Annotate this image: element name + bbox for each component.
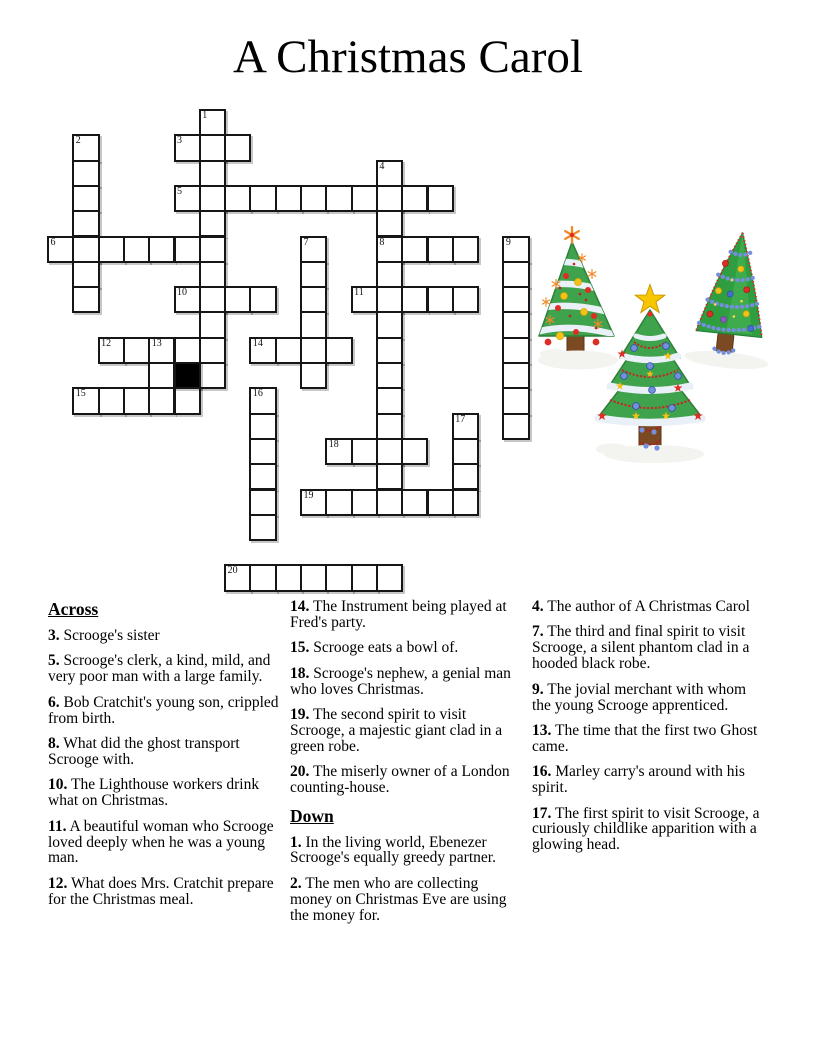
grid-cell-16-5[interactable]: [452, 236, 479, 263]
clue-number: 18.: [290, 664, 310, 682]
grid-cell-5-11[interactable]: [174, 387, 201, 414]
clue-number: 3.: [48, 627, 60, 644]
grid-cell-15-7[interactable]: [427, 286, 454, 313]
clue-down-7: 7. The third and final spirit to visit Scrooge, a silent phantom clad in a hooded black robe.: [532, 623, 750, 673]
grid-cell-14-13[interactable]: [401, 438, 428, 465]
grid-cell-8-7[interactable]: [249, 286, 276, 313]
grid-cell-1-6[interactable]: [72, 261, 99, 288]
cell-number-11: 11: [354, 287, 364, 299]
grid-cell-11-3[interactable]: [325, 185, 352, 212]
clue-number: 17.: [532, 804, 552, 822]
grid-cell-15-3[interactable]: [427, 185, 454, 212]
clue-down-17: 17. The first spirit to visit Scrooge, a curiously childlike apparition with a glowing head.: [532, 804, 760, 854]
grid-cell-13-12[interactable]: [376, 413, 403, 440]
grid-cell-18-8[interactable]: [502, 311, 529, 338]
grid-cell-1-4[interactable]: [72, 210, 99, 237]
grid-cell-1-11[interactable]: [72, 387, 99, 414]
grid-cell-6-6[interactable]: [199, 261, 226, 288]
grid-cell-5-9[interactable]: [174, 337, 201, 364]
grid-cell-12-13[interactable]: [351, 438, 378, 465]
grid-cell-8-11[interactable]: [249, 387, 276, 414]
grid-cell-12-18[interactable]: [351, 564, 378, 591]
cell-number-15: 15: [75, 388, 86, 400]
cell-number-7: 7: [303, 236, 309, 248]
clue-across-19: 19. The second spirit to visit Scrooge, a majestic giant clad in a green robe.: [290, 706, 503, 755]
grid-cell-13-13[interactable]: [376, 438, 403, 465]
grid-cell-10-7[interactable]: [300, 286, 327, 313]
clue-number: 14.: [290, 598, 310, 615]
grid-cell-3-11[interactable]: [123, 387, 150, 414]
grid-cell-18-9[interactable]: [502, 337, 529, 364]
grid-cell-8-12[interactable]: [249, 413, 276, 440]
grid-cell-5-5[interactable]: [174, 236, 201, 263]
grid-cell-14-5[interactable]: [401, 236, 428, 263]
grid-cell-6-3[interactable]: [199, 185, 226, 212]
grid-cell-4-11[interactable]: [148, 387, 175, 414]
clue-number: 7.: [532, 623, 544, 641]
grid-cell-11-15[interactable]: [325, 489, 352, 516]
tree-center: [596, 284, 704, 463]
grid-cell-6-5[interactable]: [199, 236, 226, 263]
grid-cell-6-8[interactable]: [199, 311, 226, 338]
grid-cell-6-10[interactable]: [199, 362, 226, 389]
clue-down-13: 13. The time that the first two Ghost came.: [532, 721, 758, 755]
grid-cell-10-18[interactable]: [300, 564, 327, 591]
grid-cell-16-12[interactable]: [452, 413, 479, 440]
grid-cell-18-5[interactable]: [502, 236, 529, 263]
cell-number-2: 2: [75, 135, 81, 147]
tree-left: [536, 227, 620, 369]
clue-number: 8.: [48, 735, 60, 753]
grid-cell-14-7[interactable]: [401, 286, 428, 313]
tree-right: [684, 228, 770, 372]
clue-number: 15.: [290, 639, 310, 657]
clue-across-5: 5. Scrooge's clerk, a kind, mild, and very poor man with a large family.: [48, 652, 271, 686]
grid-cell-13-6[interactable]: [376, 261, 403, 288]
cell-number-14: 14: [252, 337, 263, 349]
clue-number: 19.: [290, 706, 310, 724]
grid-cell-8-15[interactable]: [249, 489, 276, 516]
grid-cell-12-15[interactable]: [351, 489, 378, 516]
cell-number-17: 17: [455, 413, 466, 425]
grid-cell-1-2[interactable]: [72, 160, 99, 187]
grid-cell-13-3[interactable]: [376, 185, 403, 212]
clues-column-3: [532, 599, 763, 933]
clue-number: 5.: [48, 652, 60, 670]
cell-number-1: 1: [202, 110, 208, 121]
grid-cell-13-9[interactable]: [376, 337, 403, 364]
cell-number-19: 19: [303, 489, 314, 501]
grid-cell-10-10[interactable]: [300, 362, 327, 389]
grid-cell-1-1[interactable]: [72, 134, 99, 161]
grid-cell-16-13[interactable]: [452, 438, 479, 465]
grid-cell-13-15[interactable]: [376, 489, 403, 516]
cell-number-20: 20: [227, 565, 238, 577]
clues-heading-across: Across: [48, 599, 99, 619]
grid-cell-13-5[interactable]: [376, 236, 403, 263]
clue-number: 13.: [532, 721, 552, 739]
clues-section: [48, 599, 764, 933]
grid-cell-8-18[interactable]: [249, 564, 276, 591]
grid-cell-13-11[interactable]: [376, 387, 403, 414]
clue-down-1: 1. In the living world, Ebenezer Scrooge's equally greedy partner.: [290, 833, 496, 867]
grid-cell-18-11[interactable]: [502, 387, 529, 414]
clue-number: 16.: [532, 763, 552, 781]
grid-cell-18-12[interactable]: [502, 413, 529, 440]
grid-cell-10-9[interactable]: [300, 337, 327, 364]
grid-cell-15-5[interactable]: [427, 236, 454, 263]
cell-number-5: 5: [177, 185, 182, 197]
grid-cell-6-7[interactable]: [199, 286, 226, 313]
clue-down-4: 4. The author of A Christmas Carol: [532, 598, 750, 615]
grid-cell-13-7[interactable]: [376, 286, 403, 313]
grid-cell-5-1[interactable]: [174, 134, 201, 161]
grid-cell-14-15[interactable]: [401, 489, 428, 516]
grid-cell-3-9[interactable]: [123, 337, 150, 364]
cell-number-18: 18: [328, 438, 339, 450]
clue-number: 11.: [48, 817, 67, 835]
grid-cell-2-9[interactable]: [98, 337, 125, 364]
black-cell: [174, 362, 201, 389]
clue-across-20: 20. The miserly owner of a London counting-house.: [290, 763, 510, 797]
grid-cell-2-11[interactable]: [98, 387, 125, 414]
grid-cell-4-9[interactable]: [148, 337, 175, 364]
cell-number-13: 13: [151, 337, 162, 349]
grid-cell-4-5[interactable]: [148, 236, 175, 263]
grid-cell-8-13[interactable]: [249, 438, 276, 465]
grid-cell-18-6[interactable]: [502, 261, 529, 288]
page-title: A Christmas Carol: [233, 31, 583, 83]
clue-across-10: 10. The Lighthouse workers drink what on Christmas.: [48, 776, 260, 810]
grid-cell-18-7[interactable]: [502, 286, 529, 313]
clue-number: 9.: [532, 680, 544, 698]
grid-cell-7-3[interactable]: [224, 185, 251, 212]
grid-cell-6-2[interactable]: [199, 160, 226, 187]
grid-cell-15-15[interactable]: [427, 489, 454, 516]
grid-cell-0-5[interactable]: [47, 236, 74, 263]
clue-across-6: 6. Bob Cratchit's young son, crippled from birth.: [48, 693, 279, 727]
clue-across-14: 14. The Instrument being played at Fred's party.: [290, 598, 507, 631]
clue-across-12: 12. What does Mrs. Cratchit prepare for the Christmas meal.: [48, 874, 274, 908]
clue-number: 4.: [532, 598, 544, 615]
grid-cell-10-6[interactable]: [300, 261, 327, 288]
grid-cell-8-9[interactable]: [249, 337, 276, 364]
cell-number-3: 3: [177, 135, 182, 147]
grid-cell-6-1[interactable]: [199, 134, 226, 161]
grid-cell-4-10[interactable]: [148, 362, 175, 389]
cell-number-9: 9: [505, 236, 511, 248]
grid-cell-10-5[interactable]: [300, 236, 327, 263]
grid-cell-6-0[interactable]: [199, 109, 226, 136]
clues-column-2: [290, 599, 521, 933]
grid-cell-6-4[interactable]: [199, 210, 226, 237]
christmas-trees-illustration: [536, 224, 770, 464]
grid-cell-5-3[interactable]: [174, 185, 201, 212]
grid-cell-1-3[interactable]: [72, 185, 99, 212]
clue-number: 2.: [290, 874, 302, 892]
cell-number-6: 6: [50, 236, 56, 248]
grid-cell-13-8[interactable]: [376, 311, 403, 338]
grid-cell-14-3[interactable]: [401, 185, 428, 212]
grid-cell-13-2[interactable]: [376, 160, 403, 187]
grid-cell-11-9[interactable]: [325, 337, 352, 364]
clue-number: 12.: [48, 874, 68, 892]
grid-cell-13-14[interactable]: [376, 463, 403, 490]
grid-cell-10-15[interactable]: [300, 489, 327, 516]
clue-number: 6.: [48, 693, 60, 711]
clue-number: 20.: [290, 763, 310, 781]
cell-number-4: 4: [379, 160, 385, 172]
grid-cell-1-7[interactable]: [72, 286, 99, 313]
clue-down-9: 9. The jovial merchant with whom the young Scrooge apprenticed.: [532, 680, 747, 714]
grid-cell-10-8[interactable]: [300, 311, 327, 338]
grid-cell-12-7[interactable]: [351, 286, 378, 313]
clue-across-8: 8. What did the ghost transport Scrooge with.: [48, 735, 240, 768]
grid-cell-7-1[interactable]: [224, 134, 251, 161]
grid-cell-13-4[interactable]: [376, 210, 403, 237]
clue-number: 1.: [290, 833, 302, 851]
grid-cell-3-5[interactable]: [123, 236, 150, 263]
grid-cell-2-5[interactable]: [98, 236, 125, 263]
grid-cell-12-3[interactable]: [351, 185, 378, 212]
grid-cell-7-7[interactable]: [224, 286, 251, 313]
grid-cell-18-10[interactable]: [502, 362, 529, 389]
grid-cell-1-5[interactable]: [72, 236, 99, 263]
clue-across-11: 11. A beautiful woman who Scrooge loved deeply when he was a young man.: [48, 817, 274, 867]
crossword-grid: [47, 109, 533, 595]
clues-heading-down: Down: [290, 805, 334, 826]
cell-number-12: 12: [101, 337, 112, 349]
clue-across-3: 3. Scrooge's sister: [48, 627, 160, 644]
grid-cell-9-3[interactable]: [275, 185, 302, 212]
clues-column-1: [48, 599, 279, 933]
grid-cell-6-9[interactable]: [199, 337, 226, 364]
grid-cell-16-14[interactable]: [452, 463, 479, 490]
clue-across-18: 18. Scrooge's nephew, a genial man who loves Christmas.: [290, 664, 511, 698]
grid-cell-7-18[interactable]: [224, 564, 251, 591]
grid-cell-11-18[interactable]: [325, 564, 352, 591]
clue-down-16: 16. Marley carry's around with his spirit.: [532, 763, 745, 797]
grid-cell-10-3[interactable]: [300, 185, 327, 212]
grid-cell-5-7[interactable]: [174, 286, 201, 313]
grid-cell-9-9[interactable]: [275, 337, 302, 364]
grid-cell-9-18[interactable]: [275, 564, 302, 591]
grid-cell-13-18[interactable]: [376, 564, 403, 591]
cell-number-16: 16: [252, 388, 263, 400]
grid-cell-8-3[interactable]: [249, 185, 276, 212]
clue-number: 10.: [48, 776, 68, 794]
grid-cell-8-16[interactable]: [249, 514, 276, 541]
grid-cell-11-13[interactable]: [325, 438, 352, 465]
grid-cell-16-7[interactable]: [452, 286, 479, 313]
cell-number-8: 8: [379, 236, 385, 248]
clue-across-15: 15. Scrooge eats a bowl of.: [290, 639, 459, 657]
clue-down-2: 2. The men who are collecting money on Christmas Eve are using the money for.: [290, 874, 507, 924]
grid-cell-8-14[interactable]: [249, 463, 276, 490]
grid-cell-16-15[interactable]: [452, 489, 479, 516]
cell-number-10: 10: [177, 287, 187, 299]
grid-cell-13-10[interactable]: [376, 362, 403, 389]
